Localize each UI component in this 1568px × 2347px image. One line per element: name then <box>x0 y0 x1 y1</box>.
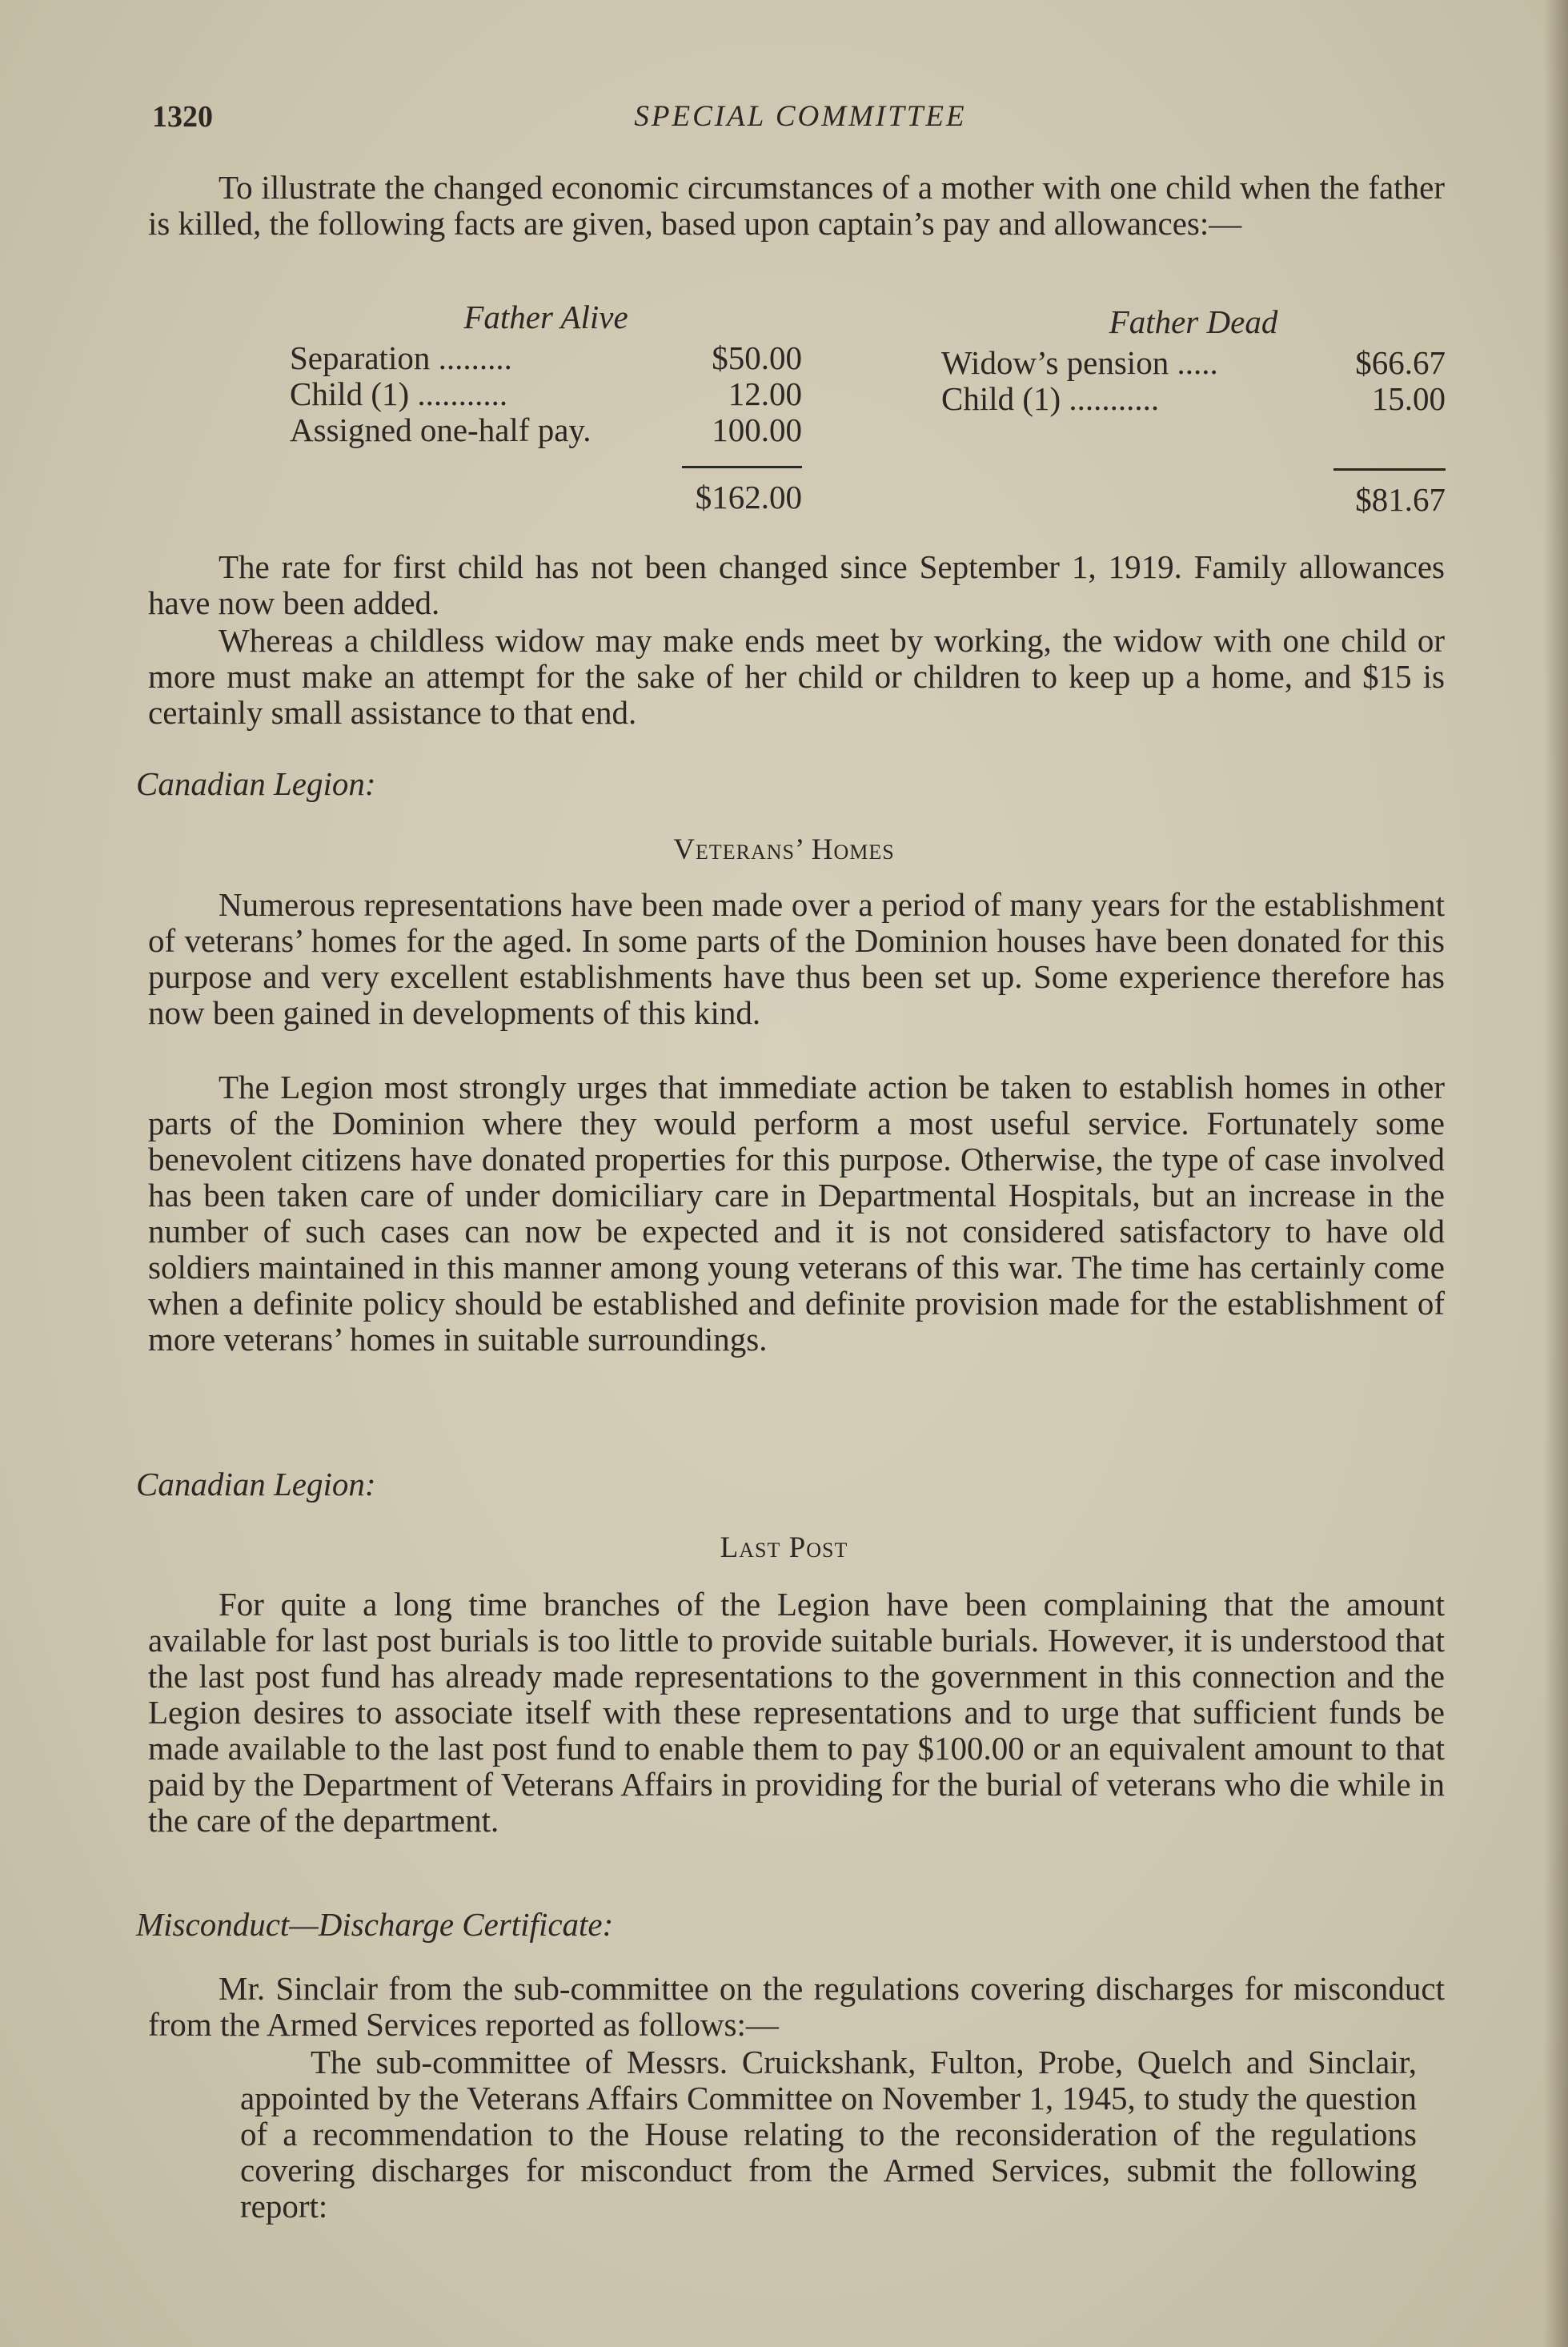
row-label: Child (1) ........... <box>941 380 1160 417</box>
total-rule <box>1333 468 1446 471</box>
father-alive-total: $162.00 <box>695 479 802 516</box>
row-label: Widow’s pension ..... <box>941 344 1218 381</box>
section-label-canadian-legion: Canadian Legion: <box>136 1466 376 1502</box>
page-number: 1320 <box>152 100 213 134</box>
table-row <box>941 345 1446 381</box>
widow-paragraph: Whereas a childless widow may make ends meet by working, the widow with one child or more must make an attempt for the sake of her child or children to keep up a home, and $15 is certainly small assistance to that end. <box>148 622 1445 731</box>
section-label-misconduct: Misconduct—Discharge Certificate: <box>136 1906 614 1943</box>
row-amount: 100.00 <box>712 411 802 448</box>
row-amount: $50.00 <box>712 339 802 376</box>
total-rule <box>682 466 802 468</box>
last-post-paragraph: For quite a long time branches of the Legion have been complaining that the amount available for last post burials is too little to provide suitable burials. However, it is understood that the last post fund has already made representations to the government in this connection and the Legion desires to associate itself with these representations and to urge that sufficient funds be made available to the last post fund to enable them to pay $100.00 or an equivalent amount to that paid by the Department of Veterans Affairs in providing for the burial of veterans who die while in the care of the department. <box>148 1586 1445 1839</box>
father-alive-table <box>290 299 802 516</box>
section-label-canadian-legion: Canadian Legion: <box>136 765 376 802</box>
row-amount: 15.00 <box>1371 380 1446 417</box>
row-label: Assigned one-half pay. <box>290 411 592 448</box>
veterans-homes-paragraph-1: Numerous representations have been made over a period of many years for the establishment of veterans’ homes for the aged. In some parts of the Dominion houses have been donated for this purpose and very excellent establishments have thus been set up. Some experience therefore has now been gained in developments of this kind. <box>148 886 1445 1031</box>
row-label: Child (1) ........... <box>290 375 508 412</box>
row-amount: 12.00 <box>728 375 802 412</box>
father-dead-heading: Father Dead <box>1109 303 1278 340</box>
running-head: SPECIAL COMMITTEE <box>634 100 967 133</box>
section-title-veterans-homes: Veterans’ Homes <box>673 833 895 866</box>
father-dead-table <box>941 304 1446 518</box>
father-alive-heading: Father Alive <box>463 299 628 335</box>
table-row <box>941 381 1446 417</box>
row-amount: $66.67 <box>1355 344 1446 381</box>
table-row <box>290 412 802 448</box>
misconduct-paragraph: Mr. Sinclair from the sub-committee on the regulations covering discharges for misconduct from the Armed Services reported as follows:— <box>148 1970 1445 2043</box>
father-dead-total: $81.67 <box>1355 481 1446 518</box>
intro-paragraph: To illustrate the changed economic circumstances of a mother with one child when the father is killed, the following facts are given, based upon captain’s pay and allowances:— <box>148 169 1445 242</box>
section-title-last-post: Last Post <box>720 1531 848 1564</box>
rate-paragraph: The rate for first child has not been changed since September 1, 1919. Family allowances have now been added. <box>148 548 1445 621</box>
veterans-homes-paragraph-2: The Legion most strongly urges that immediate action be taken to establish homes in other parts of the Dominion where they would perform a most useful service. Fortunately some benevolent citizens have donated properties for this purpose. Otherwise, the type of case involved has been taken care of under domiciliary care in Departmental Hospitals, but an increase in the number of such cases can now be expected and it is not considered satisfactory to have old soldiers maintained in this manner among young veterans of this war. The time has certainly come when a definite policy should be established and definite provision made for the establishment of more veterans’ homes in suitable surroundings. <box>148 1069 1445 1358</box>
page-header <box>152 99 1449 147</box>
sub-committee-report-quote: The sub-committee of Messrs. Cruickshank, Fulton, Probe, Quelch and Sinclair, appointed by the Veterans Affairs Committee on November 1, 1945, to study the question of a recommendation to the House relating to the reconsideration of the regulations covering discharges for misconduct from the Armed Services, submit the following report: <box>240 2044 1417 2225</box>
table-row <box>290 376 802 412</box>
table-row <box>290 340 802 376</box>
row-label: Separation ......... <box>290 339 512 376</box>
